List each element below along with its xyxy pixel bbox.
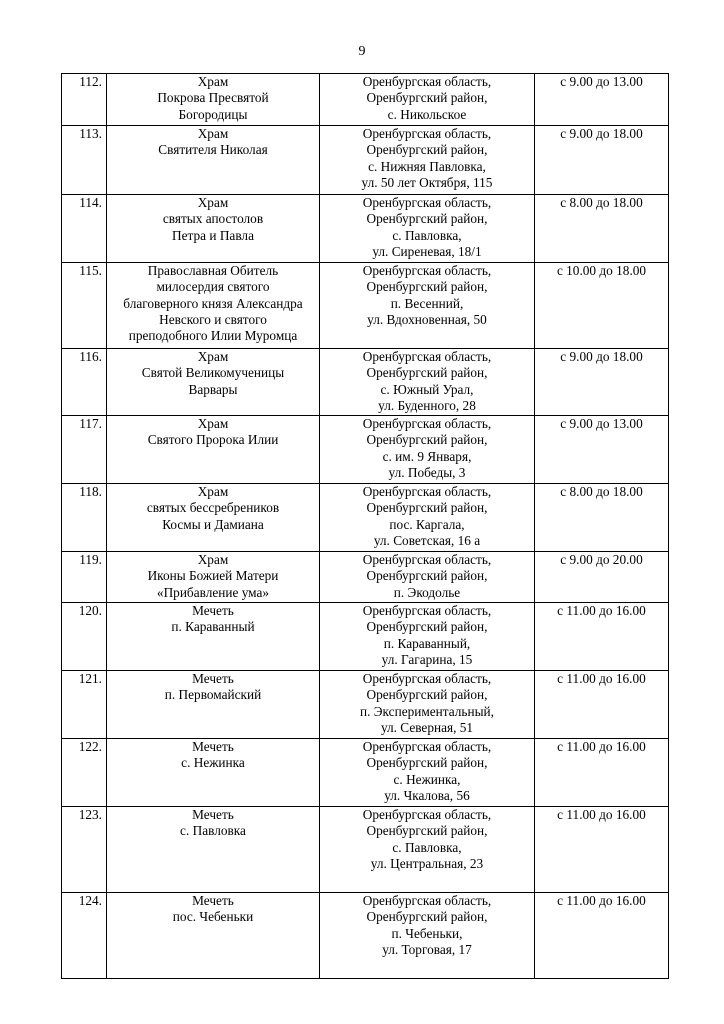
address-line: Оренбургский район, (366, 687, 488, 703)
place-name-line: Храм (197, 552, 229, 567)
address-cell (320, 807, 535, 893)
table-row (62, 807, 669, 893)
row-number: 122. (62, 739, 107, 807)
address-line: ул. Центральная, 23 (370, 855, 484, 871)
hours-cell: с 8.00 до 18.00 (535, 195, 669, 263)
places-table-body (62, 74, 669, 979)
address-line: Оренбургская область, (362, 195, 492, 210)
hours-cell: с 11.00 до 16.00 (535, 807, 669, 893)
address-cell (320, 416, 535, 484)
table-row (62, 263, 669, 349)
address-line: п. Экспериментальный, (360, 703, 494, 719)
row-number: 115. (62, 263, 107, 349)
address-line: с. Павловка, (392, 227, 462, 243)
address-line: Оренбургская область, (362, 807, 492, 822)
row-number: 119. (62, 552, 107, 603)
address-cell (320, 74, 535, 126)
table-row (62, 484, 669, 552)
address-line: Оренбургский район, (366, 619, 488, 635)
address-line: ул. Буденного, 28 (378, 397, 476, 413)
address-line: Оренбургский район, (366, 755, 488, 771)
address-cell (320, 349, 535, 416)
address-cell (320, 484, 535, 552)
address-line: п. Весенний, (390, 295, 464, 311)
address-line: с. Южный Урал, (380, 381, 474, 397)
hours-cell: с 11.00 до 16.00 (535, 671, 669, 739)
row-number: 123. (62, 807, 107, 893)
address-line: Оренбургский район, (366, 365, 488, 381)
address-cell (320, 126, 535, 195)
place-name-cell (107, 349, 320, 416)
page-number: 9 (358, 44, 366, 59)
place-name-line: Храм (197, 126, 229, 141)
address-line: Оренбургская область, (362, 349, 492, 364)
address-line: ул. 50 лет Октября, 115 (361, 174, 493, 190)
place-name-line: Храм (197, 74, 229, 89)
place-name-line: Варвары (188, 381, 238, 397)
address-line: Оренбургская область, (362, 552, 492, 567)
place-name-line: преподобного Илии Муромца (128, 328, 298, 344)
hours-cell: с 9.00 до 13.00 (535, 74, 669, 126)
address-line: Оренбургская область, (362, 126, 492, 141)
place-name-line: Святителя Николая (158, 142, 268, 158)
row-number: 112. (62, 74, 107, 126)
address-line: с. Павловка, (392, 839, 462, 855)
address-line: Оренбургский район, (366, 568, 488, 584)
hours-cell: с 8.00 до 18.00 (535, 484, 669, 552)
address-cell (320, 263, 535, 349)
address-line: Оренбургский район, (366, 823, 488, 839)
table-row (62, 893, 669, 979)
table-row (62, 349, 669, 416)
hours-cell: с 10.00 до 18.00 (535, 263, 669, 349)
address-line: Оренбургская область, (362, 739, 492, 754)
place-name-cell (107, 195, 320, 263)
address-line: Оренбургская область, (362, 484, 492, 499)
address-line: п. Чебеньки, (391, 925, 463, 941)
place-name-line: Храм (197, 416, 229, 431)
place-name-line: Храм (197, 484, 229, 499)
hours-cell: с 11.00 до 16.00 (535, 893, 669, 979)
place-name-cell (107, 671, 320, 739)
place-name-line: «Прибавление ума» (156, 584, 270, 600)
place-name-line: Мечеть (192, 893, 234, 908)
place-name-line: пос. Чебеньки (172, 909, 254, 925)
place-name-line: Храм (197, 195, 229, 210)
place-name-line: Храм (197, 349, 229, 364)
place-name-line: п. Первомайский (164, 687, 262, 703)
address-line: Оренбургский район, (366, 90, 488, 106)
address-line: Оренбургская область, (362, 603, 492, 618)
address-cell (320, 671, 535, 739)
table-row (62, 74, 669, 126)
address-line: ул. Северная, 51 (380, 719, 474, 735)
address-line: п. Экодолье (393, 584, 461, 600)
address-line: Оренбургский район, (366, 279, 488, 295)
row-number: 116. (62, 349, 107, 416)
place-name-line: Покрова Пресвятой (157, 90, 269, 106)
address-cell (320, 893, 535, 979)
table-row (62, 552, 669, 603)
address-line: с. Нежинка, (393, 771, 461, 787)
hours-cell: с 9.00 до 13.00 (535, 416, 669, 484)
hours-cell: с 9.00 до 18.00 (535, 126, 669, 195)
address-line: ул. Гагарина, 15 (381, 651, 473, 667)
place-name-line: благоверного князя Александра (123, 295, 303, 311)
table-row (62, 671, 669, 739)
place-name-line: Невского и святого (159, 311, 267, 327)
hours-cell: с 9.00 до 18.00 (535, 349, 669, 416)
place-name-cell (107, 603, 320, 671)
address-line: п. Караванный, (383, 635, 471, 651)
places-table (61, 73, 669, 979)
address-cell (320, 603, 535, 671)
place-name-cell (107, 807, 320, 893)
place-name-line: п. Караванный (171, 619, 255, 635)
place-name-line: святых апостолов (162, 211, 264, 227)
table-row (62, 195, 669, 263)
place-name-line: Иконы Божией Матери (147, 568, 279, 584)
address-line: пос. Каргала, (389, 516, 465, 532)
place-name-line: Святой Великомученицы (141, 365, 285, 381)
hours-cell: с 11.00 до 16.00 (535, 603, 669, 671)
place-name-line: Мечеть (192, 603, 234, 618)
address-line: Оренбургская область, (362, 74, 492, 89)
row-number: 118. (62, 484, 107, 552)
place-name-cell (107, 126, 320, 195)
place-name-line: Петра и Павла (172, 227, 254, 243)
place-name-line: святых бессребреников (146, 500, 280, 516)
place-name-line: Мечеть (192, 807, 234, 822)
place-name-cell (107, 739, 320, 807)
place-name-cell (107, 552, 320, 603)
address-line: Оренбургский район, (366, 142, 488, 158)
row-number: 114. (62, 195, 107, 263)
address-line: с. Никольское (387, 106, 467, 122)
table-row (62, 126, 669, 195)
row-number: 117. (62, 416, 107, 484)
address-line: Оренбургская область, (362, 416, 492, 431)
address-line: Оренбургский район, (366, 909, 488, 925)
address-line: Оренбургский район, (366, 211, 488, 227)
place-name-cell (107, 263, 320, 349)
hours-cell: с 11.00 до 16.00 (535, 739, 669, 807)
address-line: Оренбургская область, (362, 671, 492, 686)
row-number: 124. (62, 893, 107, 979)
address-line: ул. Советская, 16 а (373, 532, 481, 548)
place-name-line: милосердия святого (156, 279, 270, 295)
place-name-line: с. Нежинка (181, 755, 245, 771)
place-name-cell (107, 484, 320, 552)
address-cell (320, 552, 535, 603)
table-row (62, 739, 669, 807)
address-line: Оренбургский район, (366, 432, 488, 448)
table-row (62, 416, 669, 484)
place-name-line: Мечеть (192, 739, 234, 754)
place-name-line: с. Павловка (180, 823, 246, 839)
address-line: ул. Чкалова, 56 (384, 787, 470, 803)
address-line: ул. Торговая, 17 (382, 941, 472, 957)
address-line: с. им. 9 Января, (382, 448, 472, 464)
place-name-line: Святого Пророка Илии (147, 432, 279, 448)
place-name-line: Космы и Дамиана (162, 516, 264, 532)
hours-cell: с 9.00 до 20.00 (535, 552, 669, 603)
place-name-line: Православная Обитель (147, 263, 279, 278)
address-line: Оренбургский район, (366, 500, 488, 516)
address-line: ул. Вдохновенная, 50 (367, 311, 487, 327)
address-cell (320, 195, 535, 263)
place-name-line: Богородицы (178, 106, 248, 122)
address-line: ул. Победы, 3 (388, 464, 466, 480)
row-number: 120. (62, 603, 107, 671)
address-line: Оренбургская область, (362, 263, 492, 278)
address-line: с. Нижняя Павловка, (368, 158, 486, 174)
address-cell (320, 739, 535, 807)
table-row (62, 603, 669, 671)
row-number: 113. (62, 126, 107, 195)
place-name-cell (107, 416, 320, 484)
place-name-cell (107, 74, 320, 126)
place-name-cell (107, 893, 320, 979)
row-number: 121. (62, 671, 107, 739)
address-line: ул. Сиреневая, 18/1 (372, 243, 482, 259)
place-name-line: Мечеть (192, 671, 234, 686)
address-line: Оренбургская область, (362, 893, 492, 908)
